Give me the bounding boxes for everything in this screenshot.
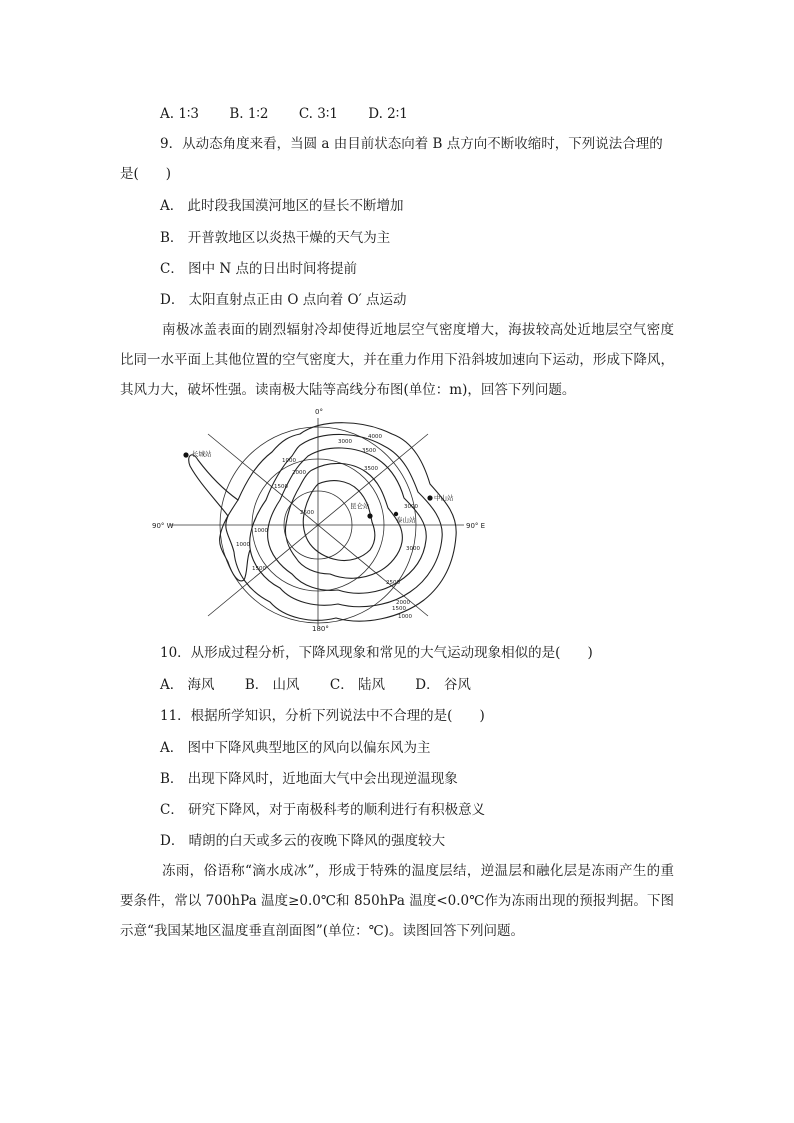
q8-option-b: B. 1∶2 — [229, 106, 269, 122]
contour-label: 4000 — [368, 434, 382, 440]
peninsula — [220, 500, 250, 581]
q11-option-a: A． 图中下降风典型地区的风向以偏东风为主 — [160, 740, 431, 756]
label-90w: 90° W — [152, 522, 174, 530]
station-kunlun-marker — [367, 513, 372, 518]
station-zhongshan-label: 中山站 — [434, 494, 454, 502]
contour-label: 1500 — [392, 606, 406, 612]
contour-label: 1500 — [252, 566, 266, 572]
contour-label: 2000 — [396, 600, 410, 606]
label-0-deg: 0° — [315, 408, 323, 416]
q9-stem-line2: 是( ) — [120, 166, 172, 182]
q8-option-d: D. 2∶1 — [368, 106, 408, 122]
passage-antarctica: 南极冰盖表面的剧烈辐射冷却使得近地层空气密度增大，海拔较高处近地层空气密度比同一水平面上其他位置的空气密度大，并在重力作用下沿斜坡加速向下运动，形成下降风，其风力大，破坏性强。读南极大陆等高线分布图(单位：m)，回答下列问题。 — [120, 322, 674, 398]
contour-label: 2000 — [292, 470, 306, 476]
q9-option-c: C． 图中 N 点的日出时间将提前 — [160, 261, 358, 277]
passage-freezing-rain: 冻雨，俗语称“滴水成冰”，形成于特殊的温度层结，逆温层和融化层是冻雨产生的重要条件，常以 700hPa 温度≥0.0℃和 850hPa 温度<0.0℃作为冻雨出现的预报判据。下图示意“我国某地区温度垂直剖面图”(单位：℃)。读图回答下列问题。 — [120, 863, 674, 939]
q9-option-d: D． 太阳直射点正由 O 点向着 O′ 点运动 — [160, 292, 407, 308]
contour-label: 2500 — [386, 580, 400, 586]
label-90e: 90° E — [466, 522, 486, 530]
q9-stem-line1: 9．从动态角度来看，当圆 a 由目前状态向着 B 点方向不断收缩时，下列说法合理的 — [160, 136, 663, 152]
q11-option-b: B． 出现下降风时，近地面大气中会出现逆温现象 — [160, 771, 458, 787]
q10-option-b: B． 山风 — [244, 677, 300, 693]
station-changcheng-label: 长城站 — [192, 450, 212, 458]
q8-option-c: C. 3∶1 — [298, 106, 338, 122]
q10-stem: 10．从形成过程分析，下降风现象和常见的大气运动现象相似的是( ) — [160, 645, 593, 661]
q10-option-a: A． 海风 — [160, 677, 215, 693]
q9-option-b: B． 开普敦地区以炎热干燥的天气为主 — [160, 230, 391, 246]
contour-label: 3500 — [364, 466, 378, 472]
q11-option-d: D． 晴朗的白天或多云的夜晚下降风的强度较大 — [160, 833, 446, 849]
contour-label: 1000 — [398, 614, 412, 620]
contour-label: 3000 — [338, 439, 352, 445]
contour-label: 2500 — [300, 510, 314, 516]
q8-options — [160, 104, 434, 124]
q10-option-d: D． 谷风 — [415, 677, 471, 693]
q10-option-c: C． 陆风 — [329, 677, 385, 693]
contour-label: 1000 — [254, 528, 268, 534]
station-zhongshan-marker — [427, 495, 432, 500]
contour-label: 1500 — [274, 484, 288, 490]
contour-label: 3000 — [406, 546, 420, 552]
label-180-deg: 180° — [312, 625, 329, 632]
contour-label: 1000 — [282, 458, 296, 464]
contour-label: 3000 — [404, 504, 418, 510]
station-taishan-label: 泰山站 — [396, 516, 416, 524]
contour-label: 1000 — [236, 542, 250, 548]
q8-option-a: A. 1∶3 — [160, 106, 200, 122]
antarctica-contour-map — [152, 404, 488, 632]
q11-option-c: C． 研究下降风，对于南极科考的顺利进行有积极意义 — [160, 802, 486, 818]
contour-plateau-2 — [303, 481, 375, 561]
q11-stem: 11．根据所学知识，分析下列说法中不合理的是( ) — [160, 708, 485, 724]
station-changcheng-marker — [183, 452, 188, 457]
contour-label: 3500 — [362, 448, 376, 454]
q10-options — [160, 675, 497, 695]
station-kunlun-label: 昆仑站 — [350, 502, 370, 510]
q9-option-a: A． 此时段我国漠河地区的昼长不断增加 — [160, 198, 404, 214]
